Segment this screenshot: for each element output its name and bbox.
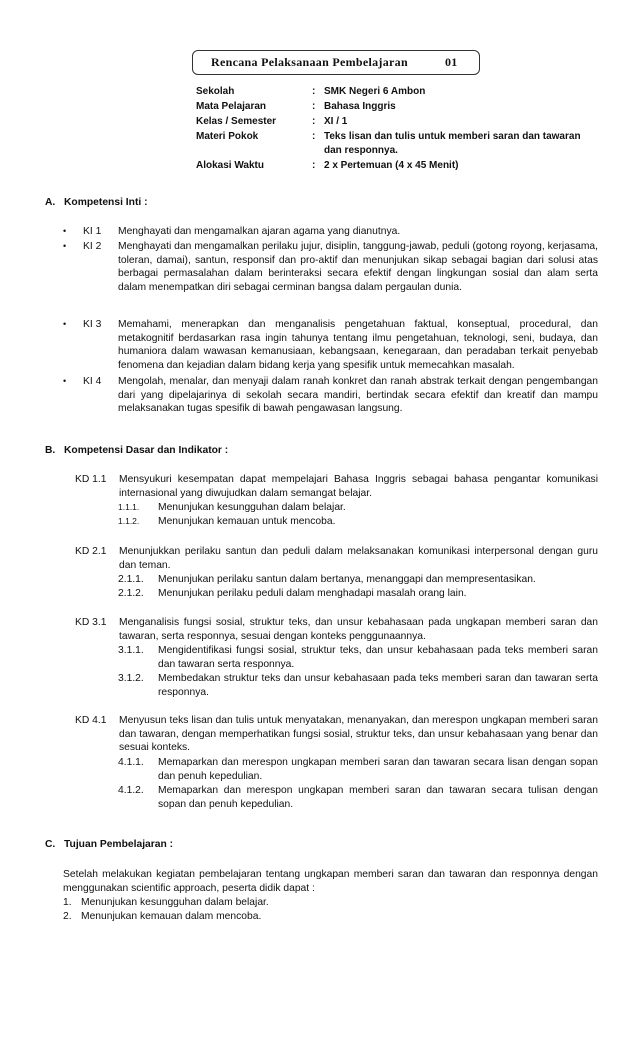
kd-text: Menyusun teks lisan dan tulis untuk menyatakan, menanyakan, dan merespon ungkapan memberi saran dan tawaran, dengan memperhatikan fungsi sosial, struktur teks, dan unsur kebahasaan yang benar dan sesuai konteks.: [119, 715, 598, 754]
indicator-number: 2.1.1.: [118, 574, 144, 585]
info-colon: :: [312, 86, 316, 97]
info-colon: :: [312, 116, 316, 127]
indicator-text: Menunjukan perilaku peduli dalam menghadapi masalah orang lain.: [158, 588, 467, 599]
ki-text: Memahami, menerapkan dan menganalisis pengetahuan faktual, konseptual, procedural, dan metakognitif berdasarkan rasa ingin tahunya tentang ilmu pengetahuan, teknologi, seni, budaya, dan humaniora dalam wawasan kemanusiaan, kebangsaan, kenegaraan, dan peradaban terkait penyebab fenomena dan kejadian dalam bidang kerja yang spesifik untuk memecahkan masalah.: [118, 319, 598, 371]
document-title: Rencana Pelaksanaan Pembelajaran: [211, 55, 408, 69]
document-number: 01: [445, 55, 458, 69]
objective-number: 2.: [63, 911, 72, 922]
info-label: Alokasi Waktu: [196, 160, 264, 171]
indicator-text: Memaparkan dan merespon ungkapan memberi saran dan tawaran secara lisan dengan sopan dan penuh kepedulian.: [158, 757, 598, 782]
info-colon: :: [312, 131, 316, 142]
bullet-icon: •: [63, 376, 67, 386]
info-value: 2 x Pertemuan (4 x 45 Menit): [324, 160, 459, 171]
ki-code: KI 4: [83, 376, 102, 387]
kd-code: KD 3.1: [75, 617, 107, 628]
section-letter: B.: [45, 445, 56, 456]
section-title: Kompetensi Inti :: [64, 197, 148, 208]
ki-text: Menghayati dan mengamalkan perilaku jujur, disiplin, tanggung-jawab, peduli (gotong royong, kerjasama, toleran, damai), santun, responsif dan pro-aktif dan menunjukan sikap sebagai bagian dari solusi atas berbagai permasalahan dalam berinteraksi secara efektif dengan lingkungan sosial dan alam serta dalam menempatkan diri sebagai cerminan bangsa dalam pergaulan dunia.: [118, 241, 598, 293]
bullet-icon: •: [63, 241, 67, 251]
indicator-text: Mengidentifikasi fungsi sosial, struktur teks, dan unsur kebahasaan pada teks memberi saran dan tawaran serta responnya.: [158, 645, 598, 670]
section-title: Kompetensi Dasar dan Indikator :: [64, 445, 229, 456]
kd-code: KD 1.1: [75, 474, 107, 485]
objective-item-1: [63, 896, 598, 910]
objective-text: Menunjukan kemauan dalam mencoba.: [81, 911, 262, 922]
section-title: Tujuan Pembelajaran :: [64, 839, 174, 850]
indicator-number: 3.1.1.: [118, 645, 144, 656]
indicator-number: 2.1.2.: [118, 588, 144, 599]
bullet-icon: •: [63, 319, 67, 329]
info-value: SMK Negeri 6 Ambon: [324, 86, 426, 97]
info-colon: :: [312, 160, 316, 171]
document-title-box: [192, 50, 480, 75]
ki-text: Menghayati dan mengamalkan ajaran agama yang dianutnya.: [118, 226, 401, 237]
indicator-text: Menunjukan kemauan untuk mencoba.: [158, 516, 336, 527]
objective-text: Menunjukan kesungguhan dalam belajar.: [81, 897, 269, 908]
indicator-number: 1.1.1.: [118, 502, 140, 512]
info-value: Teks lisan dan tulis untuk memberi saran dan tawaran dan responnya.: [324, 131, 581, 156]
info-value: Bahasa Inggris: [324, 101, 396, 112]
indicator-text: Menunjukan perilaku santun dalam bertanya, menanggapi dan mempresentasikan.: [158, 574, 536, 585]
indicator-text: Menunjukan kesungguhan dalam belajar.: [158, 502, 346, 513]
indicator-number: 1.1.2.: [118, 516, 140, 526]
info-colon: :: [312, 101, 316, 112]
kd-text: Mensyukuri kesempatan dapat mempelajari Bahasa Inggris sebagai bahasa pengantar komunikasi internasional yang diwujudkan dalam semangat belajar.: [119, 474, 598, 499]
info-label: Materi Pokok: [196, 131, 259, 142]
ki-code: KI 3: [83, 319, 102, 330]
indicator-number: 4.1.1.: [118, 757, 144, 768]
info-value: XI / 1: [324, 116, 348, 127]
indicator-text: Memaparkan dan merespon ungkapan memberi saran dan tawaran secara tulisan dengan sopan dan penuh kepedulian.: [158, 785, 598, 810]
section-letter: A.: [45, 197, 56, 208]
indicator-number: 3.1.2.: [118, 673, 144, 684]
ki-code: KI 1: [83, 226, 102, 237]
kd-text: Menunjukkan perilaku santun dan peduli dalam melaksanakan komunikasi interpersonal dengan guru dan teman.: [119, 546, 598, 571]
kd-code: KD 2.1: [75, 546, 107, 557]
ki-code: KI 2: [83, 241, 102, 252]
info-label: Sekolah: [196, 86, 235, 97]
ki-text: Mengolah, menalar, dan menyaji dalam ranah konkret dan ranah abstrak terkait dengan pengembangan dari yang dipelajarinya di sekolah secara mandiri, bertindak secara efektif dan kreatif dan mampu melaksanakan tugas spesifik di bawah pengawasan langsung.: [118, 376, 598, 415]
objective-number: 1.: [63, 897, 72, 908]
objective-intro: Setelah melakukan kegiatan pembelajaran tentang ungkapan memberi saran dan tawaran dan responnya dengan menggunakan scientific approach, peserta didik dapat :: [63, 869, 598, 894]
indicator-text: Membedakan struktur teks dan unsur kebahasaan pada teks memberi saran dan tawaran serta responnya.: [158, 673, 598, 698]
kd-text: Menganalisis fungsi sosial, struktur teks, dan unsur kebahasaan pada ungkapan memberi saran dan tawaran, serta responnya, sesuai dengan konteks penggunaannya.: [119, 617, 598, 642]
info-label: Kelas / Semester: [196, 116, 277, 127]
bullet-icon: •: [63, 226, 67, 236]
objective-item-2: [63, 910, 598, 924]
indicator-number: 4.1.2.: [118, 785, 144, 796]
section-letter: C.: [45, 839, 56, 850]
kd-code: KD 4.1: [75, 715, 107, 726]
info-label: Mata Pelajaran: [196, 101, 267, 112]
